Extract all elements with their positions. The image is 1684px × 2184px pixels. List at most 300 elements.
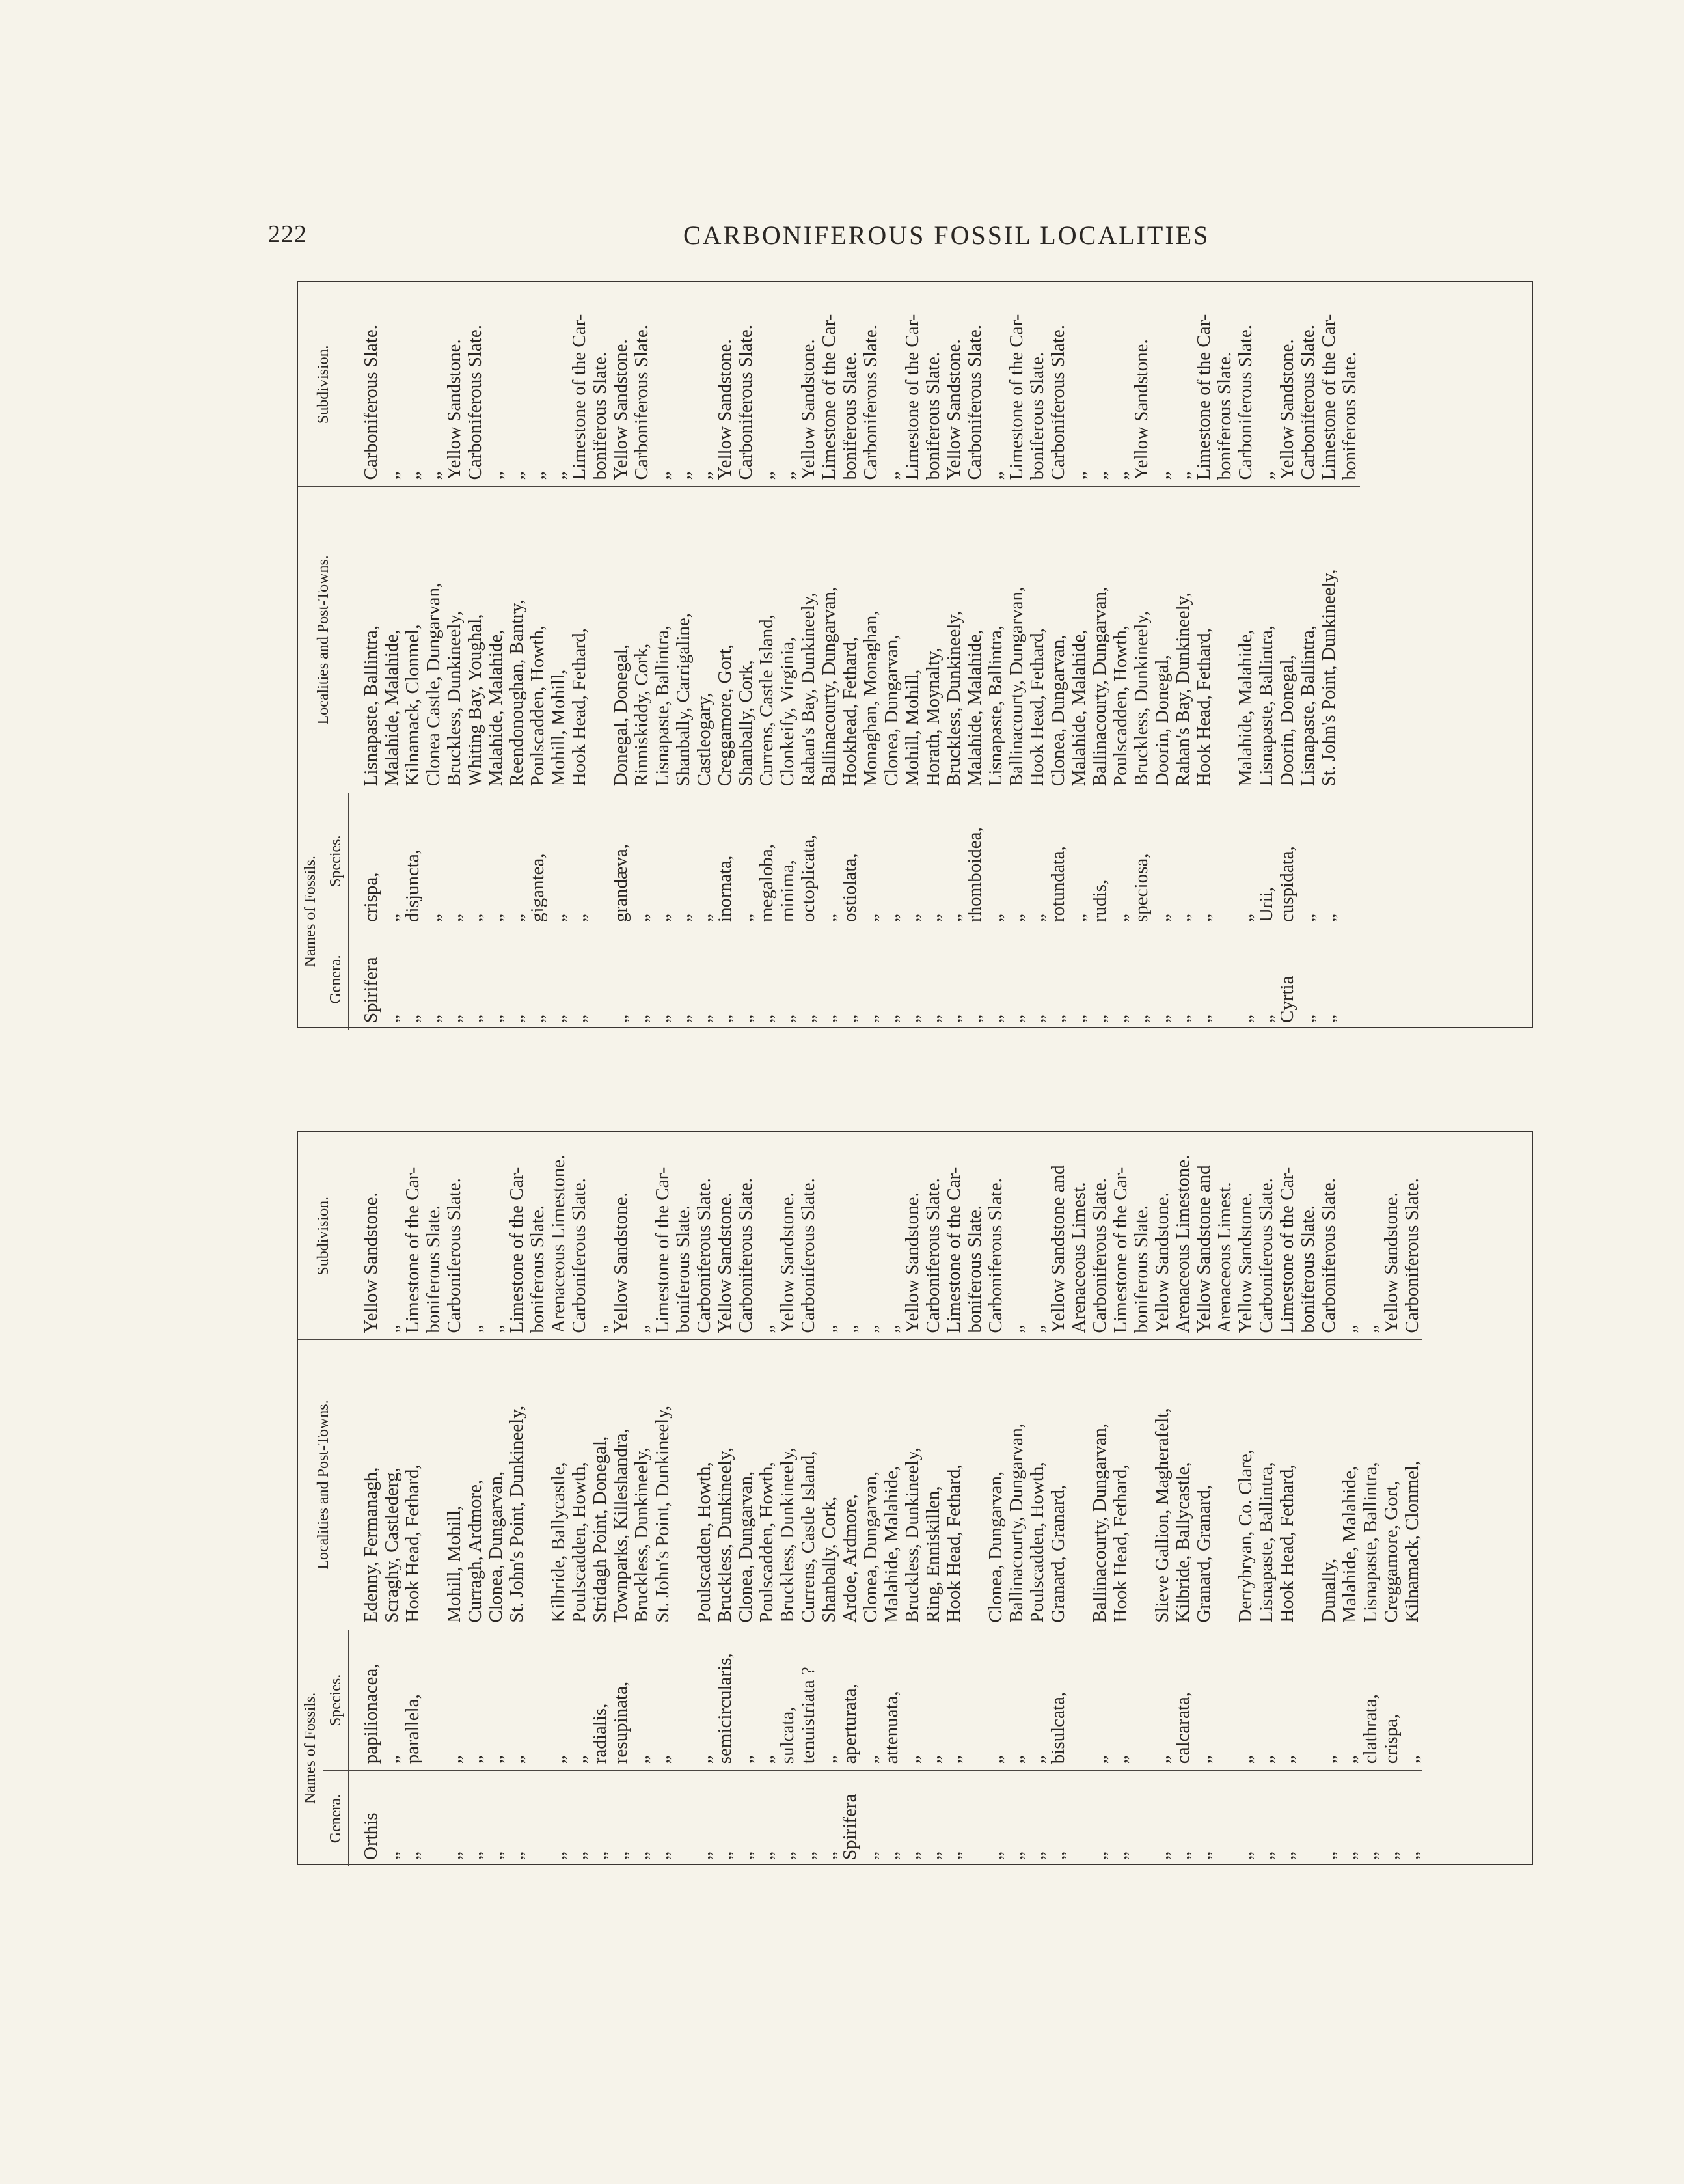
cell-locality [673,1340,694,1630]
cell-locality: Clonea, Dungarvan, [485,1340,506,1630]
cell-subdivision: Limestone of the Car- [1006,314,1027,480]
cell-subdivision: Arenaceous Limest. [1214,1182,1235,1333]
cell-species [1214,1630,1235,1771]
cell-genus: „ [1048,1771,1068,1866]
cell-subdivision: Carboniferous Slate. [569,1178,590,1333]
table-row [735,1132,756,1866]
cell-locality: Malahide, Malahide, [1068,487,1089,793]
table-row [349,1132,382,1866]
cell-subdivision: Limestone of the Car- [1193,314,1214,480]
cell-species: „ [1027,793,1048,929]
cell-genus [1131,1771,1152,1866]
cell-subdivision: Limestone of the Car- [1277,1167,1297,1333]
cell-species: „ [1173,793,1193,929]
cell-species: papilionacea, [349,1630,382,1771]
cell-species: bisulcata, [1048,1630,1068,1771]
cell-genus [1214,1771,1235,1866]
cell-subdivision: Yellow Sandstone. [798,339,819,480]
cell-genus: „ [694,929,714,1030]
table-row [1360,1132,1381,1866]
cell-genus: „ [590,1771,610,1866]
cell-subdivision: Carboniferous Slate. [694,1178,714,1333]
cell-subdivision: Yellow Sandstone. [610,339,631,480]
cell-locality: Clonea, Dungarvan, [1048,487,1068,793]
cell-species [527,1630,548,1771]
table-row [381,1132,402,1866]
cell-locality: Ardoe, Ardmore, [839,1340,860,1630]
cell-species: rudis, [1089,793,1110,929]
cell-species: „ [1318,1630,1339,1771]
cell-genus: „ [527,929,548,1030]
cell-species [964,1630,985,1771]
cell-genus: „ [1381,1771,1402,1866]
cell-locality: Kilnamack, Clonmel, [402,487,423,793]
cell-species: „ [548,793,569,929]
cell-species [1339,793,1360,929]
cell-locality: Slieve Gallion, Magherafelt, [1152,1340,1173,1630]
table-row [590,282,610,1030]
cell-species: „ [819,1630,839,1771]
cell-genus: „ [777,929,798,1030]
header-genera: Genera. [323,929,349,1030]
cell-locality: Bruckless, Dunkineely, [714,1340,735,1630]
cell-species: „ [1297,793,1318,929]
table-row [1235,282,1256,1030]
fossil-locality-table [298,1132,1422,1866]
table-row [402,1132,423,1866]
cell-subdivision: Carboniferous Slate. [923,1178,944,1333]
table-row [860,1132,881,1866]
cell-genus: „ [1193,929,1214,1030]
cell-subdivision: „ [860,1324,881,1333]
table-row [1152,282,1173,1030]
cell-species: radialis, [590,1630,610,1771]
cell-genus: „ [1110,929,1131,1030]
table-row [714,282,735,1030]
header-localities: Localities and Post-Towns. [298,487,349,793]
cell-locality: Hook Head, Fethard, [1193,487,1214,793]
cell-locality: Clonea, Dungarvan, [860,1340,881,1630]
cell-subdivision: Carboniferous Slate. [1235,325,1256,480]
cell-genus: „ [735,1771,756,1866]
table-row [1110,282,1131,1030]
cell-genus: „ [631,1771,652,1866]
cell-locality: St. John's Point, Dunkineely, [1318,487,1339,793]
cell-locality [1297,1340,1318,1630]
cell-genus: „ [465,1771,485,1866]
cell-species: crispa, [1381,1630,1402,1771]
cell-locality: Lisnapaste, Ballintra, [349,487,382,793]
cell-genus: „ [985,1771,1006,1866]
cell-subdivision: Carboniferous Slate. [798,1178,819,1333]
table-row [631,1132,652,1866]
table-row [673,282,694,1030]
cell-species: ostiolata, [839,793,860,929]
cell-locality: St. John's Point, Dunkineely, [506,1340,527,1630]
cell-subdivision: „ [423,471,444,480]
cell-locality: Clonea Castle, Dungarvan, [423,487,444,793]
cell-genus: „ [1006,1771,1027,1866]
table-row [923,282,944,1030]
header-subdivision: Subdivision. [314,1196,332,1276]
cell-genus: „ [485,929,506,1030]
cell-species: attenuata, [881,1630,902,1771]
cell-species: „ [569,793,590,929]
cell-subdivision: „ [548,471,569,480]
cell-subdivision: „ [381,1324,402,1333]
cell-locality: Lisnapaste, Ballintra, [1256,1340,1277,1630]
cell-species: „ [1339,1630,1360,1771]
cell-locality: Ballinacourty, Dungarvan, [1089,487,1110,793]
cell-species: „ [1193,1630,1214,1771]
cell-genus: „ [381,929,402,1030]
table-row [349,282,382,1030]
cell-subdivision: Limestone of the Car- [819,314,839,480]
cell-locality: Townparks, Killeshandra, [610,1340,631,1630]
cell-species [1297,1630,1318,1771]
cell-species: sulcata, [777,1630,798,1771]
cell-locality [527,1340,548,1630]
cell-subdivision: „ [1152,471,1173,480]
cell-species: cuspidata, [1277,793,1297,929]
cell-subdivision: „ [756,1324,777,1333]
cell-locality: Ballinacourty, Dungarvan, [1089,1340,1110,1630]
running-title: CARBONIFEROUS FOSSIL LOCALITIES [683,221,1210,250]
cell-genus: „ [985,929,1006,1030]
cell-genus: „ [735,929,756,1030]
cell-subdivision: Limestone of the Car- [1318,314,1339,480]
cell-locality: Kilbride, Ballycastle, [548,1340,569,1630]
cell-species: „ [1068,793,1089,929]
cell-subdivision: boniferous Slate. [423,1205,444,1333]
cell-species: „ [506,793,527,929]
cell-subdivision: Yellow Sandstone. [902,1192,923,1333]
cell-locality: St. John's Point, Dunkineely, [652,1340,673,1630]
table-row [673,1132,694,1866]
cell-locality: Stridagh Point, Donegal, [590,1340,610,1630]
cell-genus: „ [548,1771,569,1866]
cell-subdivision: Carboniferous Slate. [1048,325,1068,480]
table-row [1173,1132,1193,1866]
cell-locality: Lisnapaste, Ballintra, [652,487,673,793]
cell-genus: „ [1256,929,1277,1030]
table-row [1339,1132,1360,1866]
cell-subdivision: „ [1360,1324,1381,1333]
cell-subdivision: Arenaceous Limestone. [1173,1154,1193,1333]
cell-species: Urii, [1256,793,1277,929]
table-row [1173,282,1193,1030]
table-row [506,1132,527,1866]
cell-species: semicircularis, [714,1630,735,1771]
table-row [569,1132,590,1866]
cell-locality: Whiting Bay, Youghal, [465,487,485,793]
table-row [902,1132,923,1866]
table-row [819,282,839,1030]
table-row [839,282,860,1030]
cell-subdivision: Carboniferous Slate. [631,325,652,480]
table-row [902,282,923,1030]
cell-genus: „ [902,1771,923,1866]
cell-genus [964,1771,985,1866]
cell-locality: Mohill, Mohill, [548,487,569,793]
cell-subdivision: Yellow Sandstone. [944,339,964,480]
cell-genus: „ [1089,929,1110,1030]
table-row [923,1132,944,1866]
cell-locality: Scraghy, Castlederg, [381,1340,402,1630]
cell-locality: Currens, Castle Island, [756,487,777,793]
table-row [714,1132,735,1866]
cell-genus: „ [860,929,881,1030]
cell-genus: „ [1193,1771,1214,1866]
cell-locality: Malahide, Malahide, [485,487,506,793]
cell-subdivision: Carboniferous Slate. [735,325,756,480]
cell-subdivision: „ [527,471,548,480]
cell-subdivision: Yellow Sandstone. [1381,1192,1402,1333]
cell-genus: „ [1152,1771,1173,1866]
cell-genus: „ [1152,929,1173,1030]
cell-species [1214,793,1235,929]
cell-locality [590,487,610,793]
cell-subdivision: „ [652,471,673,480]
cell-subdivision: Carboniferous Slate. [1256,1178,1277,1333]
cell-locality: Malahide, Malahide, [964,487,985,793]
cell-locality: Clonea, Dungarvan, [985,1340,1006,1630]
cell-locality: Hook Head, Fethard, [1277,1340,1297,1630]
table-row [1297,282,1318,1030]
cell-locality: Poulscadden, Howth, [527,487,548,793]
cell-genus: Orthis [349,1771,382,1866]
cell-genus: „ [902,929,923,1030]
cell-genus: „ [402,1771,423,1866]
cell-subdivision: Carboniferous Slate. [1089,1178,1110,1333]
cell-locality: Castleogary, [694,487,714,793]
cell-species: „ [465,793,485,929]
cell-genus: „ [964,929,985,1030]
table-row [444,1132,465,1866]
cell-subdivision: „ [631,1324,652,1333]
cell-species: „ [381,1630,402,1771]
cell-subdivision: „ [881,1324,902,1333]
cell-genus: „ [944,929,964,1030]
table-row [548,1132,569,1866]
table-row [381,282,402,1030]
cell-subdivision: „ [485,471,506,480]
cell-species: „ [860,793,881,929]
cell-locality: Bruckless, Dunkineely, [944,487,964,793]
header-genera: Genera. [323,1771,349,1866]
cell-locality: Bruckless, Dunkineely, [902,1340,923,1630]
table-row [423,282,444,1030]
table-row [1068,282,1089,1030]
cell-subdivision: Limestone of the Car- [652,1167,673,1333]
cell-subdivision: „ [839,1324,860,1333]
cell-species: rhomboidea, [964,793,985,929]
cell-locality: Hook Head, Fethard, [1110,1340,1131,1630]
cell-subdivision: Yellow Sandstone. [714,1192,735,1333]
table-row [798,1132,819,1866]
cell-subdivision: boniferous Slate. [1214,351,1235,480]
cell-genus: „ [381,1771,402,1866]
table-row [610,282,631,1030]
cell-genus: „ [631,929,652,1030]
cell-genus: „ [1048,929,1068,1030]
cell-genus [1068,1771,1089,1866]
cell-species: „ [735,793,756,929]
cell-subdivision: „ [881,471,902,480]
table-row [1089,1132,1110,1866]
cell-genus: „ [714,1771,735,1866]
cell-subdivision: Yellow Sandstone. [360,1192,381,1333]
cell-subdivision: „ [465,1324,485,1333]
table-row [735,282,756,1030]
table-row [756,1132,777,1866]
table-row [1006,1132,1027,1866]
cell-genus: „ [652,1771,673,1866]
fossil-locality-table [298,282,1360,1030]
cell-species: megaloba, [756,793,777,929]
cell-genus: „ [548,929,569,1030]
cell-subdivision: Limestone of the Car- [902,314,923,480]
cell-genus: „ [1235,929,1256,1030]
cell-genus: „ [923,929,944,1030]
cell-locality: Rahan's Bay, Dunkineely, [798,487,819,793]
table-row [694,1132,714,1866]
cell-locality: Hook Head, Fethard, [569,487,590,793]
table-row [1027,1132,1048,1866]
table-row [1214,1132,1235,1866]
cell-species [1131,1630,1152,1771]
cell-species: „ [1027,1630,1048,1771]
table-row [1131,282,1152,1030]
cell-locality: Granard, Granard, [1193,1340,1214,1630]
header-species: Species. [323,793,349,929]
table-row [402,282,423,1030]
cell-locality: Ballinacourty, Dungarvan, [819,487,839,793]
cell-species [590,793,610,929]
cell-species: „ [1277,1630,1297,1771]
cell-species: „ [902,1630,923,1771]
cell-locality: Hook Head, Fethard, [944,1340,964,1630]
cell-genus: „ [819,929,839,1030]
cell-locality: Mohill, Mohill, [902,487,923,793]
cell-species: „ [1152,1630,1173,1771]
table-row [964,282,985,1030]
cell-species: „ [1235,1630,1256,1771]
table-row [1235,1132,1256,1866]
cell-genus: „ [1318,929,1339,1030]
cell-genus: „ [1318,1771,1339,1866]
header-localities: Localities and Post-Towns. [298,1340,349,1630]
cell-genus: Cyrtia [1277,929,1297,1030]
cell-species: crispa, [349,793,382,929]
cell-locality: Malahide, Malahide, [1235,487,1256,793]
cell-subdivision: „ [485,1324,506,1333]
cell-locality: Horath, Moynalty, [923,487,944,793]
table-row [590,1132,610,1866]
cell-locality: Curragh, Ardmore, [465,1340,485,1630]
cell-genus: „ [798,1771,819,1866]
cell-species: „ [381,793,402,929]
cell-species: „ [1256,1630,1277,1771]
cell-locality: Shanbally, Cork, [819,1340,839,1630]
cell-locality: Rahan's Bay, Dunkineely, [1173,487,1193,793]
cell-locality: Granard, Granard, [1048,1340,1068,1630]
cell-locality: Shanbally, Cork, [735,487,756,793]
cell-genus: „ [1110,1771,1131,1866]
cell-species: „ [1089,1630,1110,1771]
cell-species: speciosa, [1131,793,1152,929]
cell-subdivision: „ [756,471,777,480]
cell-genus: „ [1027,1771,1048,1866]
cell-locality: Bruckless, Dunkineely, [1131,487,1152,793]
cell-species: resupinata, [610,1630,631,1771]
table-row [1256,282,1277,1030]
cell-locality [964,1340,985,1630]
table-row [964,1132,985,1866]
cell-subdivision: Yellow Sandstone. [1131,339,1152,480]
cell-subdivision: Limestone of the Car- [402,1167,423,1333]
cell-species: „ [1006,1630,1027,1771]
cell-subdivision: „ [506,471,527,480]
cell-locality: Shanbally, Carrigaline, [673,487,694,793]
table-row [839,1132,860,1866]
cell-subdivision: boniferous Slate. [1131,1205,1152,1333]
table-row [423,1132,444,1866]
cell-species: „ [444,1630,465,1771]
cell-genus [590,929,610,1030]
cell-species: rotundata, [1048,793,1068,929]
cell-genus: „ [1089,1771,1110,1866]
cell-subdivision: Limestone of the Car- [944,1167,964,1333]
cell-genus: „ [756,1771,777,1866]
page-number: 222 [268,221,307,248]
table-row [1256,1132,1277,1866]
table-row [1193,1132,1214,1866]
cell-species: parallela, [402,1630,423,1771]
cell-genus: Spirifera [349,929,382,1030]
table-row [1048,1132,1068,1866]
header-subdivision: Subdivision. [314,345,332,424]
cell-species: grandæva, [610,793,631,929]
cell-genus [527,1771,548,1866]
table-row [485,1132,506,1866]
cell-subdivision: Arenaceous Limestone. [548,1154,569,1333]
cell-subdivision: „ [819,1324,839,1333]
cell-locality: Clonkeify, Virginia, [777,487,798,793]
cell-species: „ [944,793,964,929]
cell-locality: Poulscadden, Howth, [694,1340,714,1630]
cell-subdivision: boniferous Slate. [923,351,944,480]
cell-species: „ [1006,793,1027,929]
cell-locality: Kilbride, Ballycastle, [1173,1340,1193,1630]
cell-species: „ [1318,793,1339,929]
cell-subdivision: Yellow Sandstone. [714,339,735,480]
cell-subdivision: „ [1256,471,1277,480]
cell-locality: Reendonoughan, Bantry, [506,487,527,793]
cell-subdivision: Limestone of the Car- [1110,1167,1131,1333]
cell-species: „ [985,793,1006,929]
cell-species: „ [1152,793,1173,929]
table-row [798,282,819,1030]
table-row [652,1132,673,1866]
table-row [652,282,673,1030]
table-row [944,1132,964,1866]
cell-subdivision: Carboniferous Slate. [964,325,985,480]
table-row [1006,282,1027,1030]
cell-genus: „ [444,1771,465,1866]
cell-subdivision: boniferous Slate. [964,1205,985,1333]
cell-genus: „ [839,929,860,1030]
